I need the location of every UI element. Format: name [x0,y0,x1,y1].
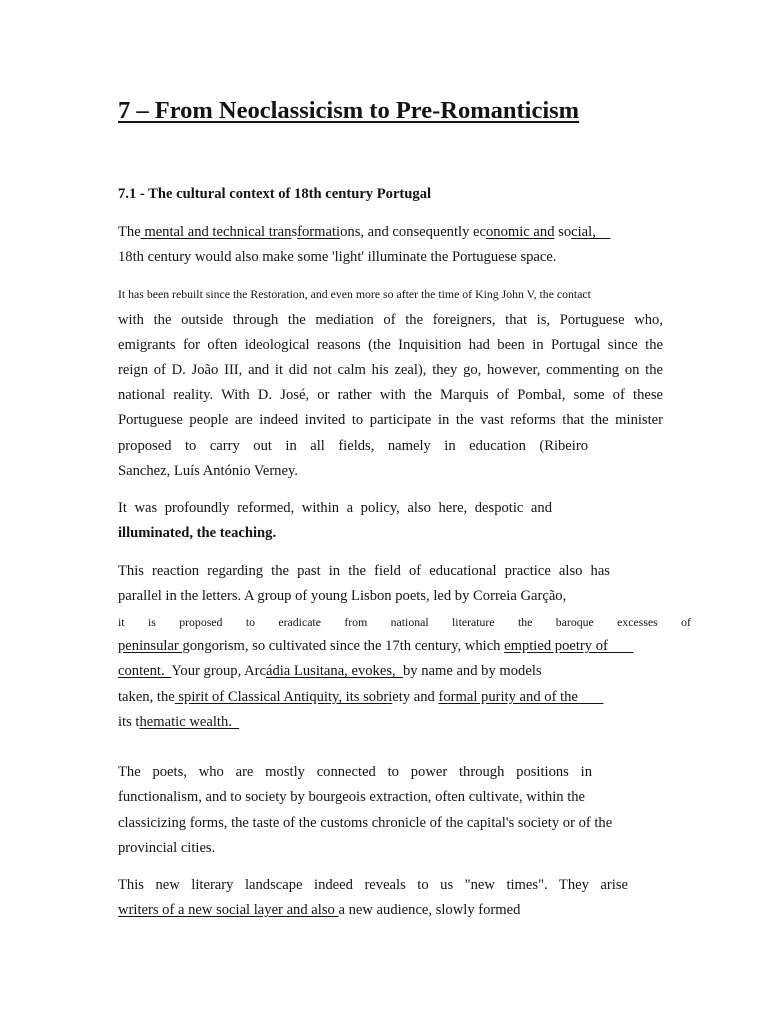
underlined-text: content. [118,663,172,679]
paragraph-line: Sanchez, Luís António Verney. [118,463,298,479]
paragraph-line: 18th century would also make some 'light' illuminate the Portuguese space. [118,249,557,265]
paragraph-line: classicizing forms, the taste of the customs chronicle of the capital's society or of the [118,815,613,831]
paragraph-line: with the outside through the mediation of the foreigners, that is, Portuguese who, [118,312,663,328]
paragraph-line: It has been rebuilt since the Restoration, and even more so after the time of King John V, the contact [118,287,591,301]
paragraph-line: it is proposed to eradicate from national literature the baroque excesses of [118,615,691,629]
text-run: s [291,224,298,240]
paragraph-line: proposed to carry out in all fields, namely in education (Ribeiro [118,438,588,454]
paragraph-line: functionalism, and to society by bourgeois extraction, often cultivate, within the [118,789,586,805]
page-title: 7 – From Neoclassicism to Pre-Romanticism [118,97,580,124]
text-run: a new audience, slowly formed [338,902,521,918]
paragraph-line: illuminated, the teaching. [118,525,277,541]
paragraph-line: This reaction regarding the past in the field of educational practice also has [118,563,610,579]
paragraph-line: emigrants for often ideological reasons (the Inquisition had been in Portugal since the [118,337,663,353]
text-run: so [554,224,572,240]
paragraph-line [118,901,520,919]
underlined-text: hematic wealth. [139,714,240,730]
underlined-text: formati [297,224,341,240]
text-run: taken, the [118,689,175,705]
underlined-text: ádia Lusitana, ev [265,663,366,679]
paragraph-line [118,223,610,241]
paragraph-line: reign of D. João III, and it did not calm his zeal), they go, however, commenting on the [118,362,663,378]
underlined-text: spirit of Classical Antiquity, its sobri [174,689,393,705]
paragraph-line: national reality. With D. José, or rather with the Marquis of Pombal, some of these [118,387,663,403]
underlined-text: mental and technical tran [140,224,292,240]
underlined-text: cial, [571,224,611,240]
paragraph-line [118,688,603,706]
paragraph-line: This new literary landscape indeed reveals to us "new times". They arise [118,877,628,893]
section-heading: 7.1 - The cultural context of 18th century Portugal [118,186,432,202]
paragraph-line [118,637,633,655]
text-run: by name and by models [402,663,542,679]
underlined-text: onomic and [486,224,555,240]
paragraph-line: It was profoundly reformed, within a policy, also here, despotic and [118,500,552,516]
paragraph-line [118,662,625,680]
paragraph-line: The poets, who are mostly connected to power through positions in [118,764,592,780]
text-run: ons, and consequently ec [340,224,486,240]
underlined-text: peninsular g [118,638,190,654]
text-run: Your group, Arc [171,663,266,679]
paragraph-line: Portuguese people are indeed invited to participate in the vast reforms that the minister [118,412,663,428]
paragraph-line: parallel in the letters. A group of young Lisbon poets, led by Correia Garção, [118,588,567,604]
underlined-text: okes, [365,663,403,679]
underlined-text: formal purity and of the [438,689,604,705]
underlined-text: writers of a new social layer and also [118,902,339,918]
paragraph-line: provincial cities. [118,840,216,856]
text-run: its t [118,714,140,730]
text-run: The [118,224,141,240]
text-run: ety and [392,689,439,705]
underlined-text: emptied poetry of [504,638,634,654]
text-run: ongorism, so cultivated since the 17th century, which [189,638,505,654]
paragraph-line [118,713,239,731]
